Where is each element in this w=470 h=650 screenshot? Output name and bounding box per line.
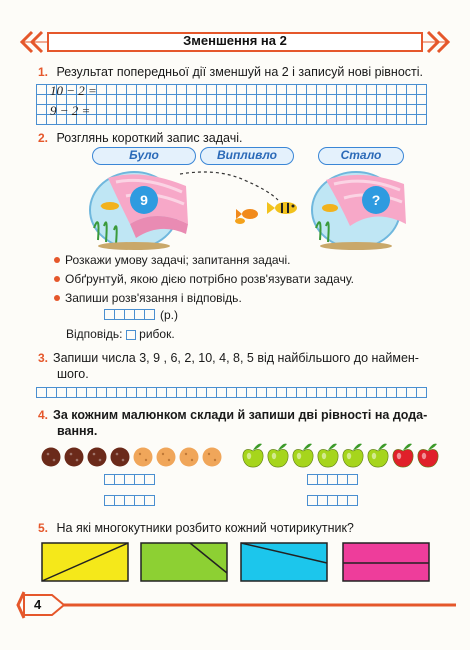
apple-highlight <box>247 453 251 459</box>
apples-illustration <box>240 440 442 470</box>
grid-cell[interactable] <box>338 475 348 485</box>
grid-cell[interactable] <box>207 388 217 398</box>
task-1-row-2 <box>38 104 432 118</box>
grid-cell[interactable] <box>37 388 47 398</box>
task-2-text: Розглянь короткий запис задачі. <box>56 131 243 145</box>
grid-cell[interactable] <box>308 475 318 485</box>
label-after: Стало <box>318 147 404 165</box>
grid-cell[interactable] <box>348 475 358 485</box>
grid-cell[interactable] <box>145 310 155 320</box>
grid-cell[interactable] <box>125 496 135 506</box>
task-5 <box>38 520 354 536</box>
grid-cell[interactable] <box>318 496 328 506</box>
grid-cell[interactable] <box>145 496 155 506</box>
grid-cell[interactable] <box>77 388 87 398</box>
task-3-number: 3. <box>38 351 49 365</box>
grid-cell[interactable] <box>115 496 125 506</box>
apple-leaf <box>428 444 437 450</box>
bullet-dot-icon <box>54 257 60 263</box>
solution-unit: (р.) <box>160 308 178 322</box>
green-apple <box>318 449 338 467</box>
grid-cell[interactable] <box>105 475 115 485</box>
grid-cell[interactable] <box>307 388 317 398</box>
cookies-illustration <box>40 444 222 470</box>
grid-cell[interactable] <box>257 388 267 398</box>
grid-cell[interactable] <box>97 388 107 398</box>
grid-cell[interactable] <box>397 388 407 398</box>
bullet-dot-icon <box>54 295 60 301</box>
task-5-text: На які многокутники розбито кожний чотирикутник? <box>56 521 354 535</box>
apple-highlight <box>297 453 301 459</box>
grid-cell[interactable] <box>167 388 177 398</box>
grid-cell[interactable] <box>367 388 377 398</box>
apple-leaf <box>303 444 312 450</box>
grid-cell[interactable] <box>357 388 367 398</box>
apple-highlight <box>322 453 326 459</box>
grid-cell[interactable] <box>237 388 247 398</box>
grid-cell[interactable] <box>297 388 307 398</box>
grid-cell[interactable] <box>337 388 347 398</box>
grid-cell[interactable] <box>187 388 197 398</box>
grid-cell[interactable] <box>308 496 318 506</box>
label-before: Було <box>92 147 196 165</box>
apple-leaf <box>403 444 412 450</box>
apples-answer-grid-2[interactable] <box>307 495 358 506</box>
answer-line <box>66 327 175 341</box>
grid-cell[interactable] <box>117 388 127 398</box>
task-1-text: Результат попередньої дії зменшуй на 2 і записуй нові рівності. <box>56 65 424 79</box>
grid-cell[interactable] <box>347 388 357 398</box>
grid-cell[interactable] <box>127 388 137 398</box>
grid-cell[interactable] <box>177 388 187 398</box>
grid-cell[interactable] <box>107 388 117 398</box>
task-2 <box>38 130 242 146</box>
grid-cell[interactable] <box>328 496 338 506</box>
grid-cell[interactable] <box>327 388 337 398</box>
apple-highlight <box>347 453 351 459</box>
task-2-bullet-2 <box>54 272 354 286</box>
task-4-number: 4. <box>38 408 49 422</box>
apple-highlight <box>372 453 376 459</box>
apple-highlight <box>397 453 401 459</box>
task-1 <box>38 64 423 80</box>
task-1-number: 1. <box>38 65 49 79</box>
green-apple <box>268 449 288 467</box>
grid-cell[interactable] <box>115 310 125 320</box>
cyan-quadrilateral <box>241 543 327 581</box>
task-5-number: 5. <box>38 521 49 535</box>
grid-cell[interactable] <box>137 388 147 398</box>
apple-leaf <box>253 444 262 450</box>
grid-cell[interactable] <box>157 388 167 398</box>
grid-cell[interactable] <box>277 388 287 398</box>
cookies-answer-grid-1[interactable] <box>104 474 155 485</box>
apples-answer-grid-1[interactable] <box>307 474 358 485</box>
task-4 <box>38 407 438 439</box>
title-band <box>18 30 452 54</box>
green-apple <box>343 449 363 467</box>
grid-cell[interactable] <box>57 388 67 398</box>
grid-cell[interactable] <box>135 475 145 485</box>
grid-cell[interactable] <box>377 388 387 398</box>
cookies-answer-grid-2[interactable] <box>104 495 155 506</box>
answer-box[interactable] <box>126 330 136 340</box>
swimming-fish-illustration <box>178 166 318 228</box>
task-1-equation-1: 10 − 2 = <box>50 83 97 98</box>
grid-cell[interactable] <box>387 388 397 398</box>
page-title: Зменшення на 2 <box>183 33 287 48</box>
red-apple <box>418 449 438 467</box>
bullet-dot-icon <box>54 276 60 282</box>
grid-cell[interactable] <box>417 388 427 398</box>
grid-cell[interactable] <box>145 475 155 485</box>
grid-cell[interactable] <box>125 475 135 485</box>
apple-leaf <box>278 444 287 450</box>
grid-cell[interactable] <box>318 475 328 485</box>
task-3-answer-grid[interactable] <box>36 387 427 398</box>
grid-cell[interactable] <box>147 388 157 398</box>
task-3-text-line-2: шого. <box>57 367 89 381</box>
magenta-quadrilateral <box>343 543 429 581</box>
task-2-bullet-3-text: Запиши розв'язання і відповідь. <box>65 291 242 305</box>
grid-cell[interactable] <box>125 310 135 320</box>
grid-cell[interactable] <box>407 388 417 398</box>
grid-cell[interactable] <box>338 496 348 506</box>
grid-cell[interactable] <box>227 388 237 398</box>
task-4-text-line-1: За кожним малюнком склади й запиши дві рівності на дода- <box>53 408 428 422</box>
aquarium-before-illustration <box>86 168 192 250</box>
task-1-row-1 <box>38 84 432 98</box>
task-2-number: 2. <box>38 131 49 145</box>
task-1-equation-2: 9 − 2 = <box>50 103 91 118</box>
apple-highlight <box>272 453 276 459</box>
grid-cell[interactable] <box>135 496 145 506</box>
task-2-bullet-3 <box>54 291 242 305</box>
apple-leaf <box>378 444 387 450</box>
footer-band <box>16 590 456 620</box>
task-3 <box>38 350 438 382</box>
grid-cell[interactable] <box>105 496 115 506</box>
grid-cell[interactable] <box>247 388 257 398</box>
grid-cell[interactable] <box>348 496 358 506</box>
grid-cell[interactable] <box>197 388 207 398</box>
label-swam-away: Випливло <box>200 147 294 165</box>
grid-cell[interactable] <box>67 388 77 398</box>
green-apple <box>293 449 313 467</box>
task-2-bullet-1 <box>54 253 291 267</box>
grid-cell[interactable] <box>217 388 227 398</box>
answer-label: Відповідь: <box>66 327 123 341</box>
grid-cell[interactable] <box>47 388 57 398</box>
grid-cell[interactable] <box>328 475 338 485</box>
quadrilaterals-illustration <box>40 541 436 583</box>
task-2-bullet-1-text: Розкажи умову задачі; запитання задачі. <box>65 253 291 267</box>
green-apple <box>368 449 388 467</box>
apple-leaf <box>328 444 337 450</box>
apple-highlight <box>422 453 426 459</box>
task-4-text-line-2: вання. <box>57 424 98 438</box>
aquarium-after-illustration <box>306 168 412 250</box>
task-2-bullet-2-text: Обґрунтуй, якою дією потрібно розв'язувати задачу. <box>65 272 354 286</box>
task-3-text-line-1: Запиши числа 3, 9 , 6, 2, 10, 4, 8, 5 від найбільшого до наймен- <box>53 351 419 365</box>
grid-cell[interactable] <box>317 388 327 398</box>
answer-unit: рибок. <box>139 327 175 341</box>
grid-cell[interactable] <box>115 475 125 485</box>
page-number: 4 <box>34 597 42 612</box>
solution-grid[interactable] <box>104 309 155 320</box>
aquarium-before-count: 9 <box>140 192 148 208</box>
grid-cell[interactable] <box>287 388 297 398</box>
red-apple <box>393 449 413 467</box>
grid-cell[interactable] <box>267 388 277 398</box>
grid-cell[interactable] <box>135 310 145 320</box>
green-apple <box>243 449 263 467</box>
grid-cell[interactable] <box>87 388 97 398</box>
aquarium-after-count: ? <box>371 192 381 208</box>
grid-cell[interactable] <box>105 310 115 320</box>
apple-leaf <box>353 444 362 450</box>
